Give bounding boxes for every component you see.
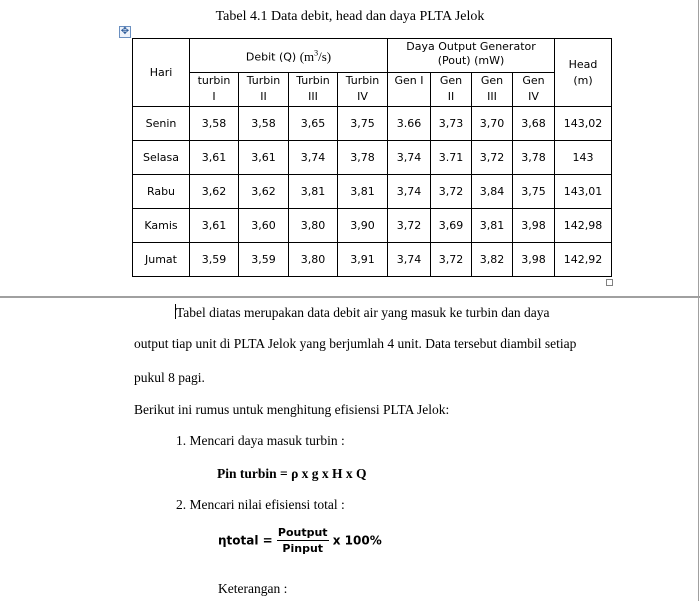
table-row [133, 141, 612, 175]
table-cell: 3,58 [190, 107, 239, 141]
table-cell: 143,01 [555, 175, 612, 209]
keterangan-label: Keterangan : [218, 581, 288, 596]
table-cell: 3,80 [289, 243, 338, 277]
table-cell: 143,02 [555, 107, 612, 141]
table-cell: 3,59 [239, 243, 289, 277]
header-debit: Debit (Q) $(m^3/s)$ [190, 39, 388, 73]
formula-lhs: ηtotal = [218, 533, 273, 548]
table-cell: 143 [555, 141, 612, 175]
table-cell: 3,82 [472, 243, 513, 277]
table-cell: 3,74 [388, 175, 431, 209]
header-turbin-4: Turbin IV [338, 73, 388, 107]
table-cell: 3,80 [289, 209, 338, 243]
table-cell: 3,62 [239, 175, 289, 209]
table-cell: 3,81 [338, 175, 388, 209]
header-gen-3: Gen III [472, 73, 513, 107]
cell-hari: Senin [133, 107, 190, 141]
formula-efficiency [218, 526, 382, 555]
header-daya: Daya Output Generator (Pout) (mW) [388, 39, 555, 73]
formula-fraction [277, 526, 329, 555]
paragraph-line-2: output tiap unit di PLTA Jelok yang berjumlah 4 unit. Data tersebut diambil setiap [134, 336, 577, 351]
header-head-label: Head (m) [568, 57, 598, 87]
paragraph-line-1: Tabel diatas merupakan data debit air yang masuk ke turbin dan daya [176, 305, 550, 320]
step-2: 2. Mencari nilai efisiensi total : [176, 497, 345, 512]
table-cell: 3,91 [338, 243, 388, 277]
move-handle-icon[interactable]: ✥ [120, 26, 130, 37]
data-table [132, 38, 612, 277]
table-cell: 3.71 [431, 141, 472, 175]
table-cell: 3,78 [513, 141, 555, 175]
table-cell: 3,65 [289, 107, 338, 141]
table-cell: 3,61 [190, 141, 239, 175]
table-cell: 3,78 [338, 141, 388, 175]
table-cell: 3,84 [472, 175, 513, 209]
header-head [555, 39, 612, 107]
table-cell: 3,69 [431, 209, 472, 243]
header-gen-2: Gen II [431, 73, 472, 107]
table-cell: 3,62 [190, 175, 239, 209]
table-row [133, 107, 612, 141]
table-cell: 3,74 [289, 141, 338, 175]
formula-denominator: Pinput [282, 542, 324, 555]
paragraph-line-3: pukul 8 pagi. [134, 370, 205, 385]
header-turbin-2: Turbin II [239, 73, 289, 107]
table-cell: 3.66 [388, 107, 431, 141]
header-hari: Hari [133, 39, 190, 107]
header-turbin-3: Turbin III [289, 73, 338, 107]
table-row [133, 243, 612, 277]
header-gen-1: Gen I [388, 73, 431, 107]
cell-hari: Kamis [133, 209, 190, 243]
table-cell: 3,61 [239, 141, 289, 175]
table-cell: 3,61 [190, 209, 239, 243]
step-1: 1. Mencari daya masuk turbin : [176, 433, 345, 448]
table-cell: 3,98 [513, 209, 555, 243]
table-cell: 3,72 [388, 209, 431, 243]
table-cell: 3,59 [190, 243, 239, 277]
table-cell: 3,81 [289, 175, 338, 209]
table-cell: 3,98 [513, 243, 555, 277]
formula-pin-turbin: Pin turbin = ρ x g x H x Q [217, 466, 367, 481]
cell-hari: Rabu [133, 175, 190, 209]
table-cell: 3,73 [431, 107, 472, 141]
table-cell: 3,75 [513, 175, 555, 209]
table-cell: 3,74 [388, 141, 431, 175]
table-cell: 3,60 [239, 209, 289, 243]
table-cell: 3,90 [338, 209, 388, 243]
table-row [133, 209, 612, 243]
formula-numerator: Poutput [277, 526, 328, 539]
table-cell: 3,58 [239, 107, 289, 141]
header-gen-4: Gen IV [513, 73, 555, 107]
table-cell: 3,72 [431, 243, 472, 277]
table-row [133, 175, 612, 209]
formula-intro: Berikut ini rumus untuk menghitung efisiensi PLTA Jelok: [134, 402, 450, 417]
table-cell: 3,75 [338, 107, 388, 141]
table-caption: Tabel 4.1 Data debit, head dan daya PLTA Jelok [215, 9, 485, 24]
table-cell: 3,70 [472, 107, 513, 141]
table-cell: 3,72 [472, 141, 513, 175]
table-cell: 3,68 [513, 107, 555, 141]
table-cell: 3,81 [472, 209, 513, 243]
resize-handle-icon[interactable] [606, 279, 613, 286]
header-turbin-1: turbin I [190, 73, 239, 107]
table-cell: 3,72 [431, 175, 472, 209]
table-cell: 142,98 [555, 209, 612, 243]
formula-rhs: x 100% [332, 533, 382, 548]
cell-hari: Jumat [133, 243, 190, 277]
table-cell: 142,92 [555, 243, 612, 277]
cell-hari: Selasa [133, 141, 190, 175]
table-cell: 3,74 [388, 243, 431, 277]
